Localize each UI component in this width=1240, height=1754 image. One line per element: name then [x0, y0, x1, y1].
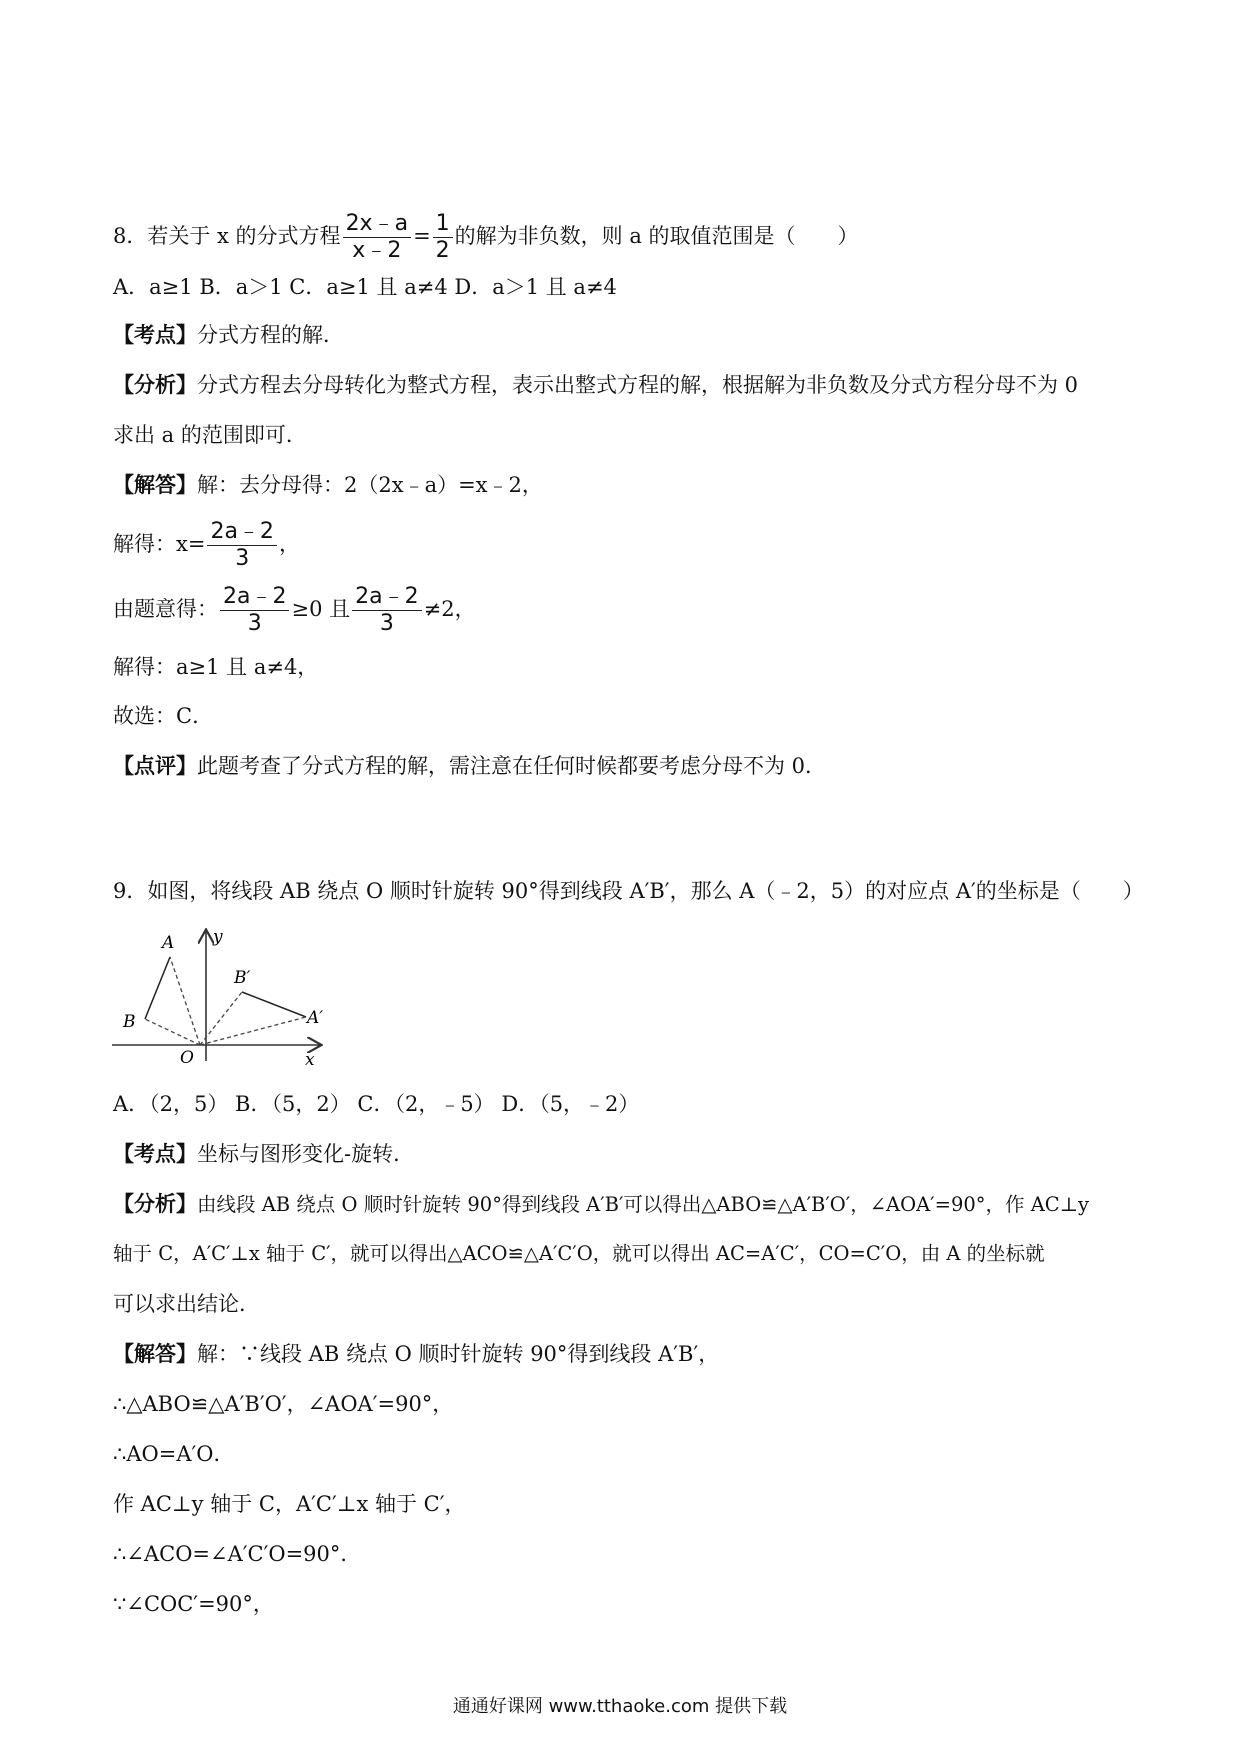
- q9-jieda-step2: ∴△ABO≌△A′B′O′，∠AOA′=90°，: [113, 1392, 454, 1416]
- label-o: O: [180, 1048, 194, 1065]
- q8-jieda-step5: 故选：C．: [113, 704, 214, 728]
- q9-rotation-figure: [110, 925, 335, 1065]
- q8-fenxi-cont: 求出 a 的范围即可．: [113, 423, 307, 447]
- q8-fraction: $\frac{2x﹣a}{x﹣2}$: [343, 211, 412, 264]
- q9-fenxi: 【分析】由线段 AB 绕点 O 顺时针旋转 90°得到线段 A′B′可以得出△ABO≌△A′B′O′，∠AOA′=90°，作 AC⊥y: [113, 1191, 1090, 1216]
- q9-fenxi-cont-2: 可以求出结论．: [113, 1292, 260, 1316]
- q8-condition-fraction-2: $\frac{2a﹣2}{3}$: [352, 584, 421, 637]
- q9-jieda-step6: ∵∠COC′=90°，: [113, 1592, 274, 1616]
- q8-options: A．a≥1 B．a＞1 C．a≥1 且 a≠4 D．a＞1 且 a≠4: [113, 275, 617, 299]
- q8-fenxi: 【分析】分式方程去分母转化为整式方程，表示出整式方程的解，根据解为非负数及分式方程分母不为 0: [113, 372, 1079, 397]
- label-y: y: [213, 927, 223, 947]
- q9-jieda: 【解答】解：∵线段 AB 绕点 O 顺时针旋转 90°得到线段 A′B′，: [113, 1341, 720, 1366]
- segment-ab: [145, 957, 170, 1019]
- q9-jieda-step5: ∴∠ACO=∠A′C′O=90°．: [113, 1542, 362, 1566]
- q8-jieda-step4: 解得：a≥1 且 a≠4，: [113, 655, 319, 679]
- label-a-prime: A′: [307, 1008, 324, 1028]
- q9-kaodian: 【考点】坐标与图形变化-旋转．: [113, 1141, 415, 1166]
- page-footer: 通通好课网 www.tthaoke.com 提供下载: [452, 1696, 788, 1717]
- dashed-oa: [170, 957, 200, 1045]
- q9-fenxi-cont-1: 轴于 C，A′C′⊥x 轴于 C′，就可以得出△ACO≌△A′C′O，就可以得出 AC=A′C′，CO=C′O，由 A 的坐标就: [113, 1242, 1045, 1265]
- q8-jieda-step3: 由题意得： $\frac{2a﹣2}{3}$ ≥0 且 $\frac{2a﹣2}{3}$ ≠2，: [113, 584, 476, 636]
- q8-jieda-step2: 解得：x= $\frac{2a﹣2}{3}$ ，: [113, 519, 300, 571]
- dashed-oa-prime: [200, 1017, 306, 1045]
- q8-condition-fraction-1: $\frac{2a﹣2}{3}$: [220, 584, 289, 637]
- label-b-prime: B′: [234, 968, 251, 988]
- q8-dianping: 【点评】此题考查了分式方程的解，需注意在任何时候都要考虑分母不为 0．: [113, 753, 827, 778]
- q8-solution-fraction: $\frac{2a﹣2}{3}$: [207, 519, 276, 572]
- label-x: x: [305, 1050, 315, 1065]
- q9-jieda-step4: 作 AC⊥y 轴于 C，A′C′⊥x 轴于 C′，: [113, 1492, 466, 1516]
- label-b: B: [123, 1012, 136, 1032]
- segment-a-prime-b-prime: [242, 992, 306, 1017]
- q9-options: A．（2，5） B．（5，2） C．（2，﹣5） D．（5，﹣2）: [113, 1092, 640, 1116]
- q9-jieda-step3: ∴AO=A′O．: [113, 1442, 235, 1466]
- q8-stem: 8．若关于 x 的分式方程 $\frac{2x﹣a}{x﹣2}$ = $\frac{1}{2}$ 的解为非负数，则 a 的取值范围是（ ）: [113, 211, 859, 263]
- q8-jieda: 【解答】解：去分母得：2（2x﹣a）=x﹣2，: [113, 472, 543, 497]
- label-a: A: [162, 933, 175, 953]
- q9-stem: 9．如图，将线段 AB 绕点 O 顺时针旋转 90°得到线段 A′B′，那么 A（﹣2，5）的对应点 A′的坐标是（ ）: [113, 879, 1144, 903]
- q8-stem-text: 8．若关于 x 的分式方程: [113, 224, 341, 248]
- q8-kaodian: 【考点】分式方程的解．: [113, 322, 344, 347]
- dashed-ob: [145, 1019, 200, 1045]
- q8-half-fraction: $\frac{1}{2}$: [433, 211, 453, 264]
